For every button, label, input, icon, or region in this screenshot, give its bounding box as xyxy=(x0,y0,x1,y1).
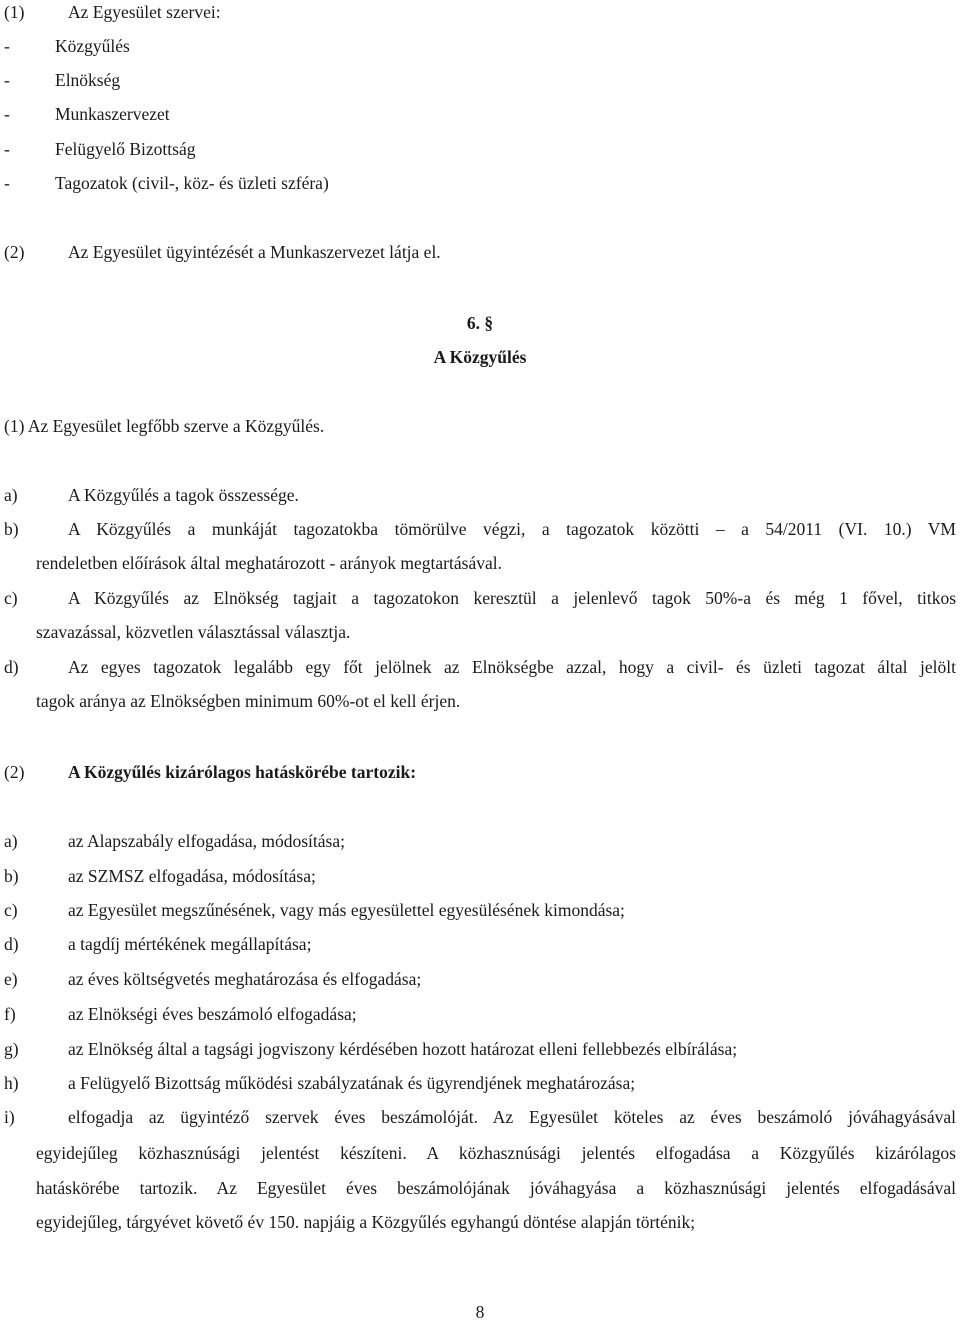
bullet-dash: - xyxy=(4,173,10,193)
list-item-text: az Elnökségi éves beszámoló elfogadása; xyxy=(68,1004,357,1024)
subitem-text-line1: Az egyes tagozatok legalább egy főt jelölnek az Elnökségbe azzal, hogy a civil- és üzleti tagozat által jelölt xyxy=(68,657,956,677)
list-marker: d) xyxy=(4,934,19,954)
subitem-text-line2: tagok aránya az Elnökségben minimum 60%-ot el kell érjen. xyxy=(36,691,461,711)
section-title: A Közgyűlés xyxy=(433,347,527,367)
subitem-text-line1: A Közgyűlés az Elnökség tagjait a tagozatokon keresztül a jelenlevő tagok 50%-a és még 1 fővel, titkos xyxy=(68,588,956,608)
list-item-text: az Egyesület megszűnésének, vagy más egyesülettel egyesülésének kimondása; xyxy=(68,900,625,920)
bullet-dash: - xyxy=(4,70,10,90)
list-item-text: Elnökség xyxy=(55,70,121,90)
subitem-marker: b) xyxy=(4,519,19,539)
block1-marker: (1) xyxy=(4,2,25,22)
subitem-marker: d) xyxy=(4,657,19,677)
bullet-dash: - xyxy=(4,139,10,159)
list-marker: f) xyxy=(4,1004,16,1024)
list-marker: i) xyxy=(4,1107,15,1127)
list-marker: g) xyxy=(4,1039,19,1059)
list-marker: a) xyxy=(4,831,18,851)
block1-title: Az Egyesület szervei: xyxy=(68,2,221,22)
list-item-text: az Elnökség által a tagsági jogviszony kérdésében hozott határozat elleni fellebbezés elbírálása; xyxy=(68,1039,738,1059)
list-item-text: a tagdíj mértékének megállapítása; xyxy=(68,934,312,954)
subitem-text-line2: szavazással, közvetlen választással választja. xyxy=(36,622,351,642)
list-item-text: az Alapszabály elfogadása, módosítása; xyxy=(68,831,345,851)
list-item-text-line1: elfogadja az ügyintéző szervek éves beszámolóját. Az Egyesület köteles az éves beszámoló jóváhagyásával xyxy=(68,1107,956,1127)
subitem-text: A Közgyűlés a tagok összessége. xyxy=(68,485,299,505)
list-item-text: az éves költségvetés meghatározása és elfogadása; xyxy=(68,969,422,989)
para2-marker: (2) xyxy=(4,762,25,782)
block2-text: Az Egyesület ügyintézését a Munkaszervezet látja el. xyxy=(68,242,441,262)
list-marker: b) xyxy=(4,866,19,886)
list-marker: e) xyxy=(4,969,18,989)
subitem-marker: a) xyxy=(4,485,18,505)
para2-title: A Közgyűlés kizárólagos hatáskörébe tartozik: xyxy=(68,762,417,782)
list-item-text-line2: egyidejűleg közhasznúsági jelentést készíteni. A közhasznúsági jelentés elfogadása a Közgyűlés kizárólagos xyxy=(36,1143,956,1163)
list-marker: c) xyxy=(4,900,18,920)
subitem-marker: c) xyxy=(4,588,18,608)
subitem-text-line1: A Közgyűlés a munkáját tagozatokba tömörülve végzi, a tagozatok közötti – a 54/2011 (VI. 10.) VM xyxy=(68,519,956,539)
list-item-text: az SZMSZ elfogadása, módosítása; xyxy=(68,866,316,886)
para1-text: (1) Az Egyesület legfőbb szerve a Közgyűlés. xyxy=(4,416,325,436)
list-item-text: Tagozatok (civil-, köz- és üzleti szféra) xyxy=(55,173,329,193)
list-item-text: Közgyűlés xyxy=(55,36,130,56)
list-item-text: Munkaszervezet xyxy=(55,104,170,124)
list-item-text-line3: hatáskörébe tartozik. Az Egyesület éves beszámolójának jóváhagyása a közhasznúsági jelentés elfogadásával xyxy=(36,1178,956,1198)
bullet-dash: - xyxy=(4,104,10,124)
subitem-text-line2: rendeletben előírások által meghatározott - arányok megtartásával. xyxy=(36,553,502,573)
list-item-text-line4: egyidejűleg, tárgyévet követő év 150. napjáig a Közgyűlés egyhangú döntése alapján történik; xyxy=(36,1212,696,1232)
list-item-text: Felügyelő Bizottság xyxy=(55,139,196,159)
list-item-text: a Felügyelő Bizottság működési szabályzatának és ügyrendjének meghatározása; xyxy=(68,1073,636,1093)
page-number: 8 xyxy=(475,1302,485,1322)
list-marker: h) xyxy=(4,1073,19,1093)
bullet-dash: - xyxy=(4,36,10,56)
block2-marker: (2) xyxy=(4,242,25,262)
section-number: 6. § xyxy=(466,313,494,333)
